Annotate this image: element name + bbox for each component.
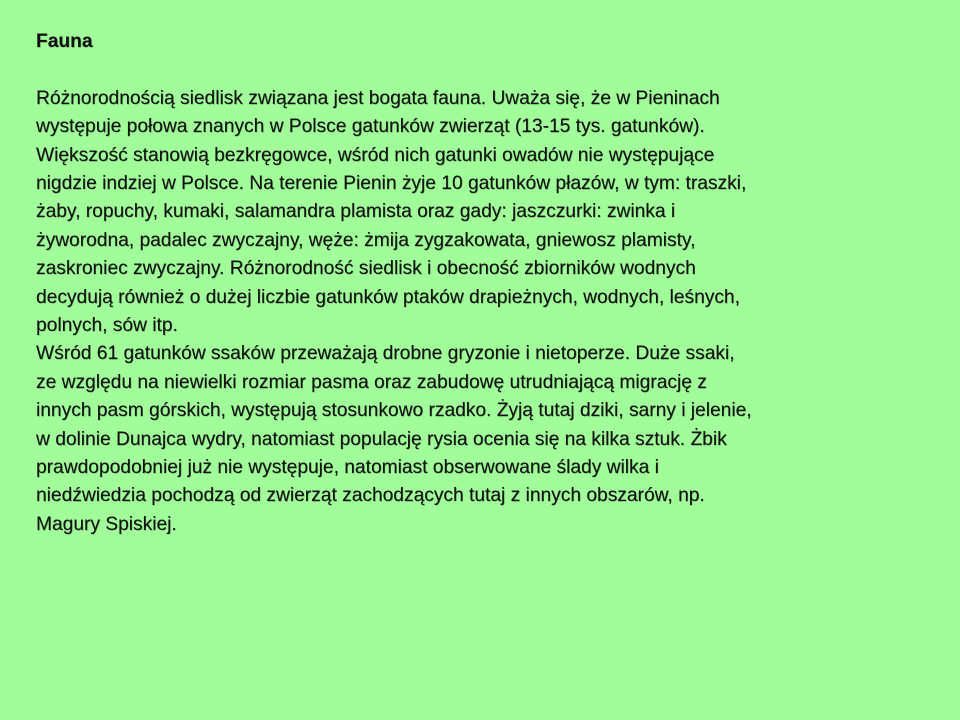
paragraph-fauna-overview — [36, 85, 940, 341]
paragraph-line: prawdopodobniej już nie występuje, natomiast obserwowane ślady wilka i — [36, 457, 659, 479]
paragraph-line: polnych, sów itp. — [36, 315, 178, 337]
paragraph-line: decydują również o dużej liczbie gatunków ptaków drapieżnych, wodnych, leśnych, — [36, 286, 740, 308]
title-spacer — [36, 56, 940, 84]
paragraph-line: występuje połowa znanych w Polsce gatunków zwierząt (13-15 tys. gatunków). — [36, 116, 705, 138]
paragraph-line: nigdzie indziej w Polsce. Na terenie Pienin żyje 10 gatunków płazów, w tym: traszki, — [36, 173, 747, 195]
paragraph-line: Większość stanowią bezkręgowce, wśród nich gatunki owadów nie występujące — [36, 144, 715, 166]
paragraph-mammals — [36, 340, 940, 539]
paragraph-line: Różnorodnością siedlisk związana jest bogata fauna. Uważa się, że w Pieninach — [36, 87, 720, 109]
paragraph-line: niedźwiedzia pochodzą od zwierząt zachodzących tutaj z innych obszarów, np. — [36, 485, 705, 507]
paragraph-line: Wśród 61 gatunków ssaków przeważają drobne gryzonie i nietoperze. Duże ssaki, — [36, 343, 735, 365]
slide-title: Fauna — [36, 31, 93, 52]
paragraph-line: Magury Spiskiej. — [36, 513, 177, 535]
paragraph-line: zaskroniec zwyczajny. Różnorodność siedlisk i obecność zbiorników wodnych — [36, 258, 696, 280]
paragraph-line: ze względu na niewielki rozmiar pasma oraz zabudowę utrudniającą migrację z — [36, 371, 707, 393]
paragraph-line: innych pasm górskich, występują stosunkowo rzadko. Żyją tutaj dziki, sarny i jelenie, — [36, 400, 752, 422]
paragraph-line: żyworodna, padalec zwyczajny, węże: żmija zygzakowata, gniewosz plamisty, — [36, 229, 696, 251]
slide-content — [36, 28, 940, 539]
paragraph-line: żaby, ropuchy, kumaki, salamandra plamista oraz gady: jaszczurki: zwinka i — [36, 201, 676, 223]
paragraph-line: w dolinie Dunajca wydry, natomiast populację rysia ocenia się na kilka sztuk. Żbik — [36, 428, 727, 450]
